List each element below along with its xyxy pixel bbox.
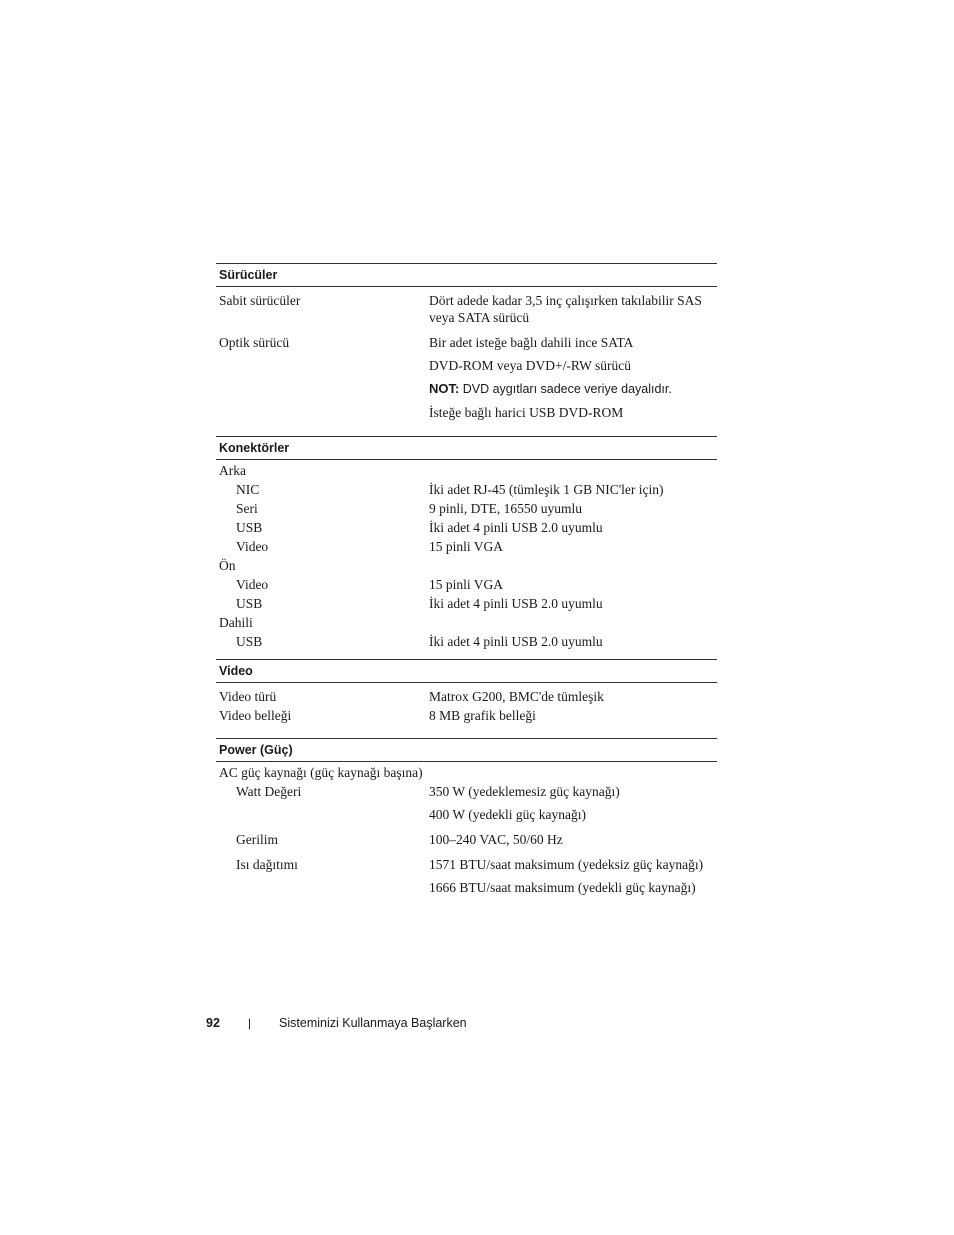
row-label: NIC (236, 482, 260, 497)
table-row (216, 500, 717, 517)
section-body-connectors (216, 460, 717, 659)
section-heading-power: Power (Güç) (216, 738, 717, 762)
group-row (216, 462, 717, 479)
section-heading-drives: Sürücüler (216, 263, 717, 287)
table-row (216, 633, 717, 650)
row-label: Video türü (219, 689, 277, 704)
row-label: Watt Değeri (236, 784, 302, 799)
row-label: Isı dağıtımı (236, 857, 298, 872)
row-value: 100–240 VAC, 50/60 Hz (429, 832, 563, 847)
section-body-power (216, 762, 717, 911)
row-values (429, 292, 717, 332)
note (429, 380, 717, 398)
row-label: USB (236, 520, 263, 535)
row-value: İsteğe bağlı harici USB DVD-ROM (429, 405, 624, 420)
row-value: 15 pinli VGA (429, 577, 504, 592)
footer-title: Sisteminizi Kullanmaya Başlarken (279, 1016, 467, 1030)
row-values (429, 334, 717, 427)
row-value: 400 W (yedekli güç kaynağı) (429, 807, 586, 822)
group-row (216, 557, 717, 574)
table-row (216, 576, 717, 593)
row-value: 1571 BTU/saat maksimum (yedeksiz güç kaynağı) (429, 857, 704, 872)
page-number: 92 (206, 1016, 220, 1030)
row-value: 350 W (yedeklemesiz güç kaynağı) (429, 784, 620, 799)
table-row (216, 538, 717, 555)
section-body-drives (216, 287, 717, 436)
row-label: Optik sürücü (219, 335, 290, 350)
row-value: 8 MB grafik belleği (429, 708, 536, 723)
row-value: 9 pinli, DTE, 16550 uyumlu (429, 501, 582, 516)
note-text: DVD aygıtları sadece veriye dayalıdır. (462, 382, 672, 396)
table-row (216, 831, 717, 854)
table-row (216, 292, 717, 332)
row-value: İki adet 4 pinli USB 2.0 uyumlu (429, 520, 603, 535)
row-label: Gerilim (236, 832, 278, 847)
row-value: Bir adet isteğe bağlı dahili ince SATA (429, 335, 634, 350)
footer-separator: | (247, 1016, 252, 1030)
row-value: İki adet 4 pinli USB 2.0 uyumlu (429, 634, 603, 649)
row-value: İki adet 4 pinli USB 2.0 uyumlu (429, 596, 603, 611)
section-body-video (216, 683, 717, 738)
row-label: Video (236, 577, 269, 592)
row-label: USB (236, 596, 263, 611)
table-row (216, 783, 717, 829)
group-row (216, 614, 717, 631)
row-value: 15 pinli VGA (429, 539, 504, 554)
row-value: DVD-ROM veya DVD+/-RW sürücü (429, 358, 631, 373)
table-row (216, 595, 717, 612)
row-label: Seri (236, 501, 258, 516)
table-row (216, 856, 717, 902)
row-values (429, 831, 717, 854)
group-label: Arka (219, 463, 246, 478)
row-value: Dört adede kadar 3,5 inç çalışırken takılabilir SAS veya SATA sürücü (429, 293, 702, 325)
table-row (216, 688, 717, 705)
row-value: İki adet RJ-45 (tümleşik 1 GB NIC'ler için) (429, 482, 664, 497)
group-row (216, 764, 717, 781)
row-label: Video (236, 539, 269, 554)
table-row (216, 481, 717, 498)
row-label: Sabit sürücüler (219, 293, 301, 308)
page-footer (206, 1016, 467, 1030)
table-row (216, 519, 717, 536)
group-label: Dahili (219, 615, 253, 630)
row-value: Matrox G200, BMC'de tümleşik (429, 689, 604, 704)
spec-table (216, 263, 717, 911)
note-label: NOT: (429, 381, 460, 396)
row-label: Video belleği (219, 708, 292, 723)
section-heading-video: Video (216, 659, 717, 683)
table-row (216, 334, 717, 427)
row-values (429, 783, 717, 829)
row-values (429, 856, 717, 902)
section-heading-connectors: Konektörler (216, 436, 717, 460)
row-value: 1666 BTU/saat maksimum (yedekli güç kaynağı) (429, 880, 696, 895)
group-label: AC güç kaynağı (güç kaynağı başına) (219, 765, 423, 780)
group-label: Ön (219, 558, 236, 573)
row-label: USB (236, 634, 263, 649)
table-row (216, 707, 717, 724)
